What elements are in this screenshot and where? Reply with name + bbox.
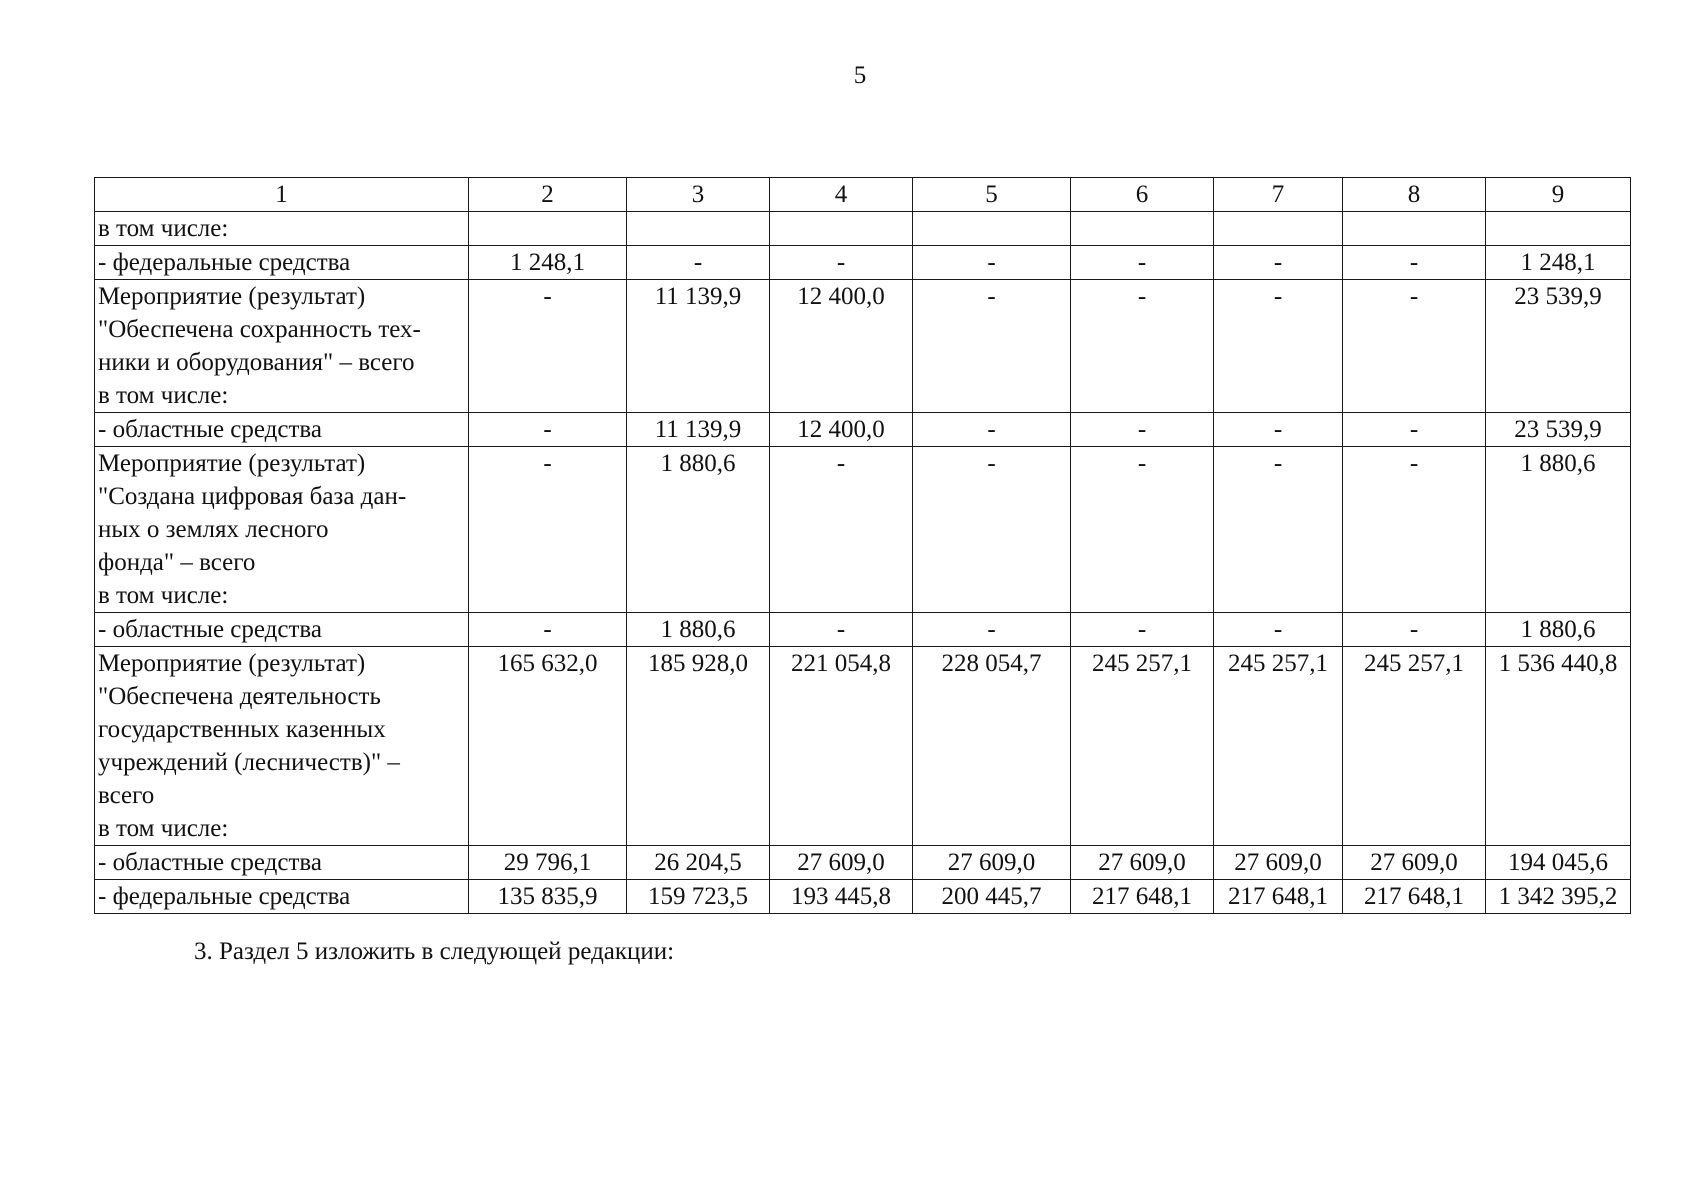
value-cell-col-2: 1 248,1 (469, 246, 627, 280)
value-cell-col-5 (913, 212, 1071, 246)
value-cell-col-7: 217 648,1 (1214, 880, 1343, 914)
value-cell-col-5: - (913, 246, 1071, 280)
value-cell-col-7 (1214, 212, 1343, 246)
value-cell-col-3: 26 204,5 (627, 846, 770, 880)
row-label-line: "Создана цифровая база дан- (98, 483, 407, 510)
value-cell-col-5: - (913, 447, 1071, 613)
value-cell-col-5: - (913, 613, 1071, 647)
value-cell-col-3 (627, 212, 770, 246)
value-cell-col-3: - (627, 246, 770, 280)
row-label-line: в том числе: (98, 815, 229, 842)
value-cell-col-4 (770, 212, 913, 246)
row-label (95, 447, 469, 613)
table-row (95, 212, 1631, 246)
value-cell-col-9: 1 880,6 (1486, 613, 1631, 647)
value-cell-col-7: - (1214, 246, 1343, 280)
value-cell-col-9: 1 342 395,2 (1486, 880, 1631, 914)
value-cell-col-4: 12 400,0 (770, 413, 913, 447)
column-header-7: 7 (1214, 178, 1343, 212)
table-row (95, 280, 1631, 413)
value-cell-col-8: - (1343, 447, 1486, 613)
table-row (95, 447, 1631, 613)
value-cell-col-2: - (469, 280, 627, 413)
value-cell-col-7: - (1214, 280, 1343, 413)
value-cell-col-2: - (469, 413, 627, 447)
value-cell-col-6: - (1071, 447, 1214, 613)
row-label-line: - областные средства (98, 416, 322, 443)
value-cell-col-4: 221 054,8 (770, 647, 913, 846)
value-cell-col-4: 27 609,0 (770, 846, 913, 880)
row-label-line: в том числе: (98, 582, 229, 609)
table-row (95, 647, 1631, 846)
page-number: 5 (853, 62, 867, 89)
value-cell-col-2: 135 835,9 (469, 880, 627, 914)
row-label (95, 880, 469, 914)
row-label-line: фонда" – всего (98, 549, 256, 576)
value-cell-col-3: 11 139,9 (627, 280, 770, 413)
budget-table (94, 177, 1631, 914)
value-cell-col-6: - (1071, 280, 1214, 413)
row-label (95, 212, 469, 246)
row-label-line: всего (98, 782, 155, 809)
row-label-line: Мероприятие (результат) (98, 650, 366, 677)
row-label (95, 413, 469, 447)
row-label-line: в том числе: (98, 215, 229, 242)
row-label-line: Мероприятие (результат) (98, 283, 366, 310)
table-body (95, 178, 1631, 914)
value-cell-col-5: - (913, 413, 1071, 447)
value-cell-col-3: 185 928,0 (627, 647, 770, 846)
value-cell-col-3: 1 880,6 (627, 613, 770, 647)
value-cell-col-7: 245 257,1 (1214, 647, 1343, 846)
value-cell-col-6: - (1071, 413, 1214, 447)
value-cell-col-9: 23 539,9 (1486, 280, 1631, 413)
row-label-line: ники и оборудования" – всего (98, 349, 415, 376)
value-cell-col-4: - (770, 447, 913, 613)
value-cell-col-2: 29 796,1 (469, 846, 627, 880)
column-header-4: 4 (770, 178, 913, 212)
value-cell-col-5: 27 609,0 (913, 846, 1071, 880)
value-cell-col-8: - (1343, 613, 1486, 647)
column-header-6: 6 (1071, 178, 1214, 212)
row-label (95, 280, 469, 413)
value-cell-col-6 (1071, 212, 1214, 246)
value-cell-col-6: - (1071, 246, 1214, 280)
value-cell-col-9: 1 248,1 (1486, 246, 1631, 280)
row-label (95, 246, 469, 280)
value-cell-col-8: - (1343, 413, 1486, 447)
row-label (95, 647, 469, 846)
value-cell-col-7: 27 609,0 (1214, 846, 1343, 880)
value-cell-col-5: 228 054,7 (913, 647, 1071, 846)
column-header-5: 5 (913, 178, 1071, 212)
row-label (95, 613, 469, 647)
value-cell-col-5: - (913, 280, 1071, 413)
value-cell-col-4: - (770, 246, 913, 280)
row-label-line: - областные средства (98, 849, 322, 876)
row-label-line: - федеральные средства (98, 249, 351, 276)
value-cell-col-9: 1 536 440,8 (1486, 647, 1631, 846)
table-row (95, 613, 1631, 647)
value-cell-col-8: - (1343, 280, 1486, 413)
value-cell-col-2: - (469, 447, 627, 613)
value-cell-col-7: - (1214, 447, 1343, 613)
table-header-row (95, 178, 1631, 212)
value-cell-col-3: 1 880,6 (627, 447, 770, 613)
value-cell-col-6: - (1071, 613, 1214, 647)
row-label-line: ных о землях лесного (98, 516, 329, 543)
value-cell-col-6: 217 648,1 (1071, 880, 1214, 914)
table-row (95, 246, 1631, 280)
value-cell-col-3: 11 139,9 (627, 413, 770, 447)
value-cell-col-8: 27 609,0 (1343, 846, 1486, 880)
value-cell-col-2 (469, 212, 627, 246)
value-cell-col-4: 193 445,8 (770, 880, 913, 914)
row-label-line: "Обеспечена сохранность тех- (98, 316, 421, 343)
value-cell-col-9: 23 539,9 (1486, 413, 1631, 447)
column-header-8: 8 (1343, 178, 1486, 212)
column-header-1: 1 (95, 178, 469, 212)
value-cell-col-4: - (770, 613, 913, 647)
value-cell-col-2: 165 632,0 (469, 647, 627, 846)
table-row (95, 880, 1631, 914)
value-cell-col-8: 245 257,1 (1343, 647, 1486, 846)
value-cell-col-6: 27 609,0 (1071, 846, 1214, 880)
row-label-line: в том числе: (98, 382, 229, 409)
row-label-line: учреждений (лесничеств)" – (98, 749, 400, 776)
row-label-line: Мероприятие (результат) (98, 450, 366, 477)
value-cell-col-8: - (1343, 246, 1486, 280)
row-label-line: - областные средства (98, 616, 322, 643)
row-label-line: - федеральные средства (98, 883, 351, 910)
row-label (95, 846, 469, 880)
row-label-line: "Обеспечена деятельность (98, 683, 381, 710)
value-cell-col-2: - (469, 613, 627, 647)
value-cell-col-7: - (1214, 413, 1343, 447)
value-cell-col-9: 194 045,6 (1486, 846, 1631, 880)
value-cell-col-9 (1486, 212, 1631, 246)
value-cell-col-5: 200 445,7 (913, 880, 1071, 914)
column-header-9: 9 (1486, 178, 1631, 212)
row-label-line: государственных казенных (98, 716, 386, 743)
value-cell-col-8 (1343, 212, 1486, 246)
column-header-3: 3 (627, 178, 770, 212)
column-header-2: 2 (469, 178, 627, 212)
value-cell-col-4: 12 400,0 (770, 280, 913, 413)
section-instruction: 3. Раздел 5 изложить в следующей редакции: (194, 938, 675, 965)
value-cell-col-6: 245 257,1 (1071, 647, 1214, 846)
table-row (95, 413, 1631, 447)
value-cell-col-8: 217 648,1 (1343, 880, 1486, 914)
value-cell-col-9: 1 880,6 (1486, 447, 1631, 613)
value-cell-col-3: 159 723,5 (627, 880, 770, 914)
table-row (95, 846, 1631, 880)
value-cell-col-7: - (1214, 613, 1343, 647)
